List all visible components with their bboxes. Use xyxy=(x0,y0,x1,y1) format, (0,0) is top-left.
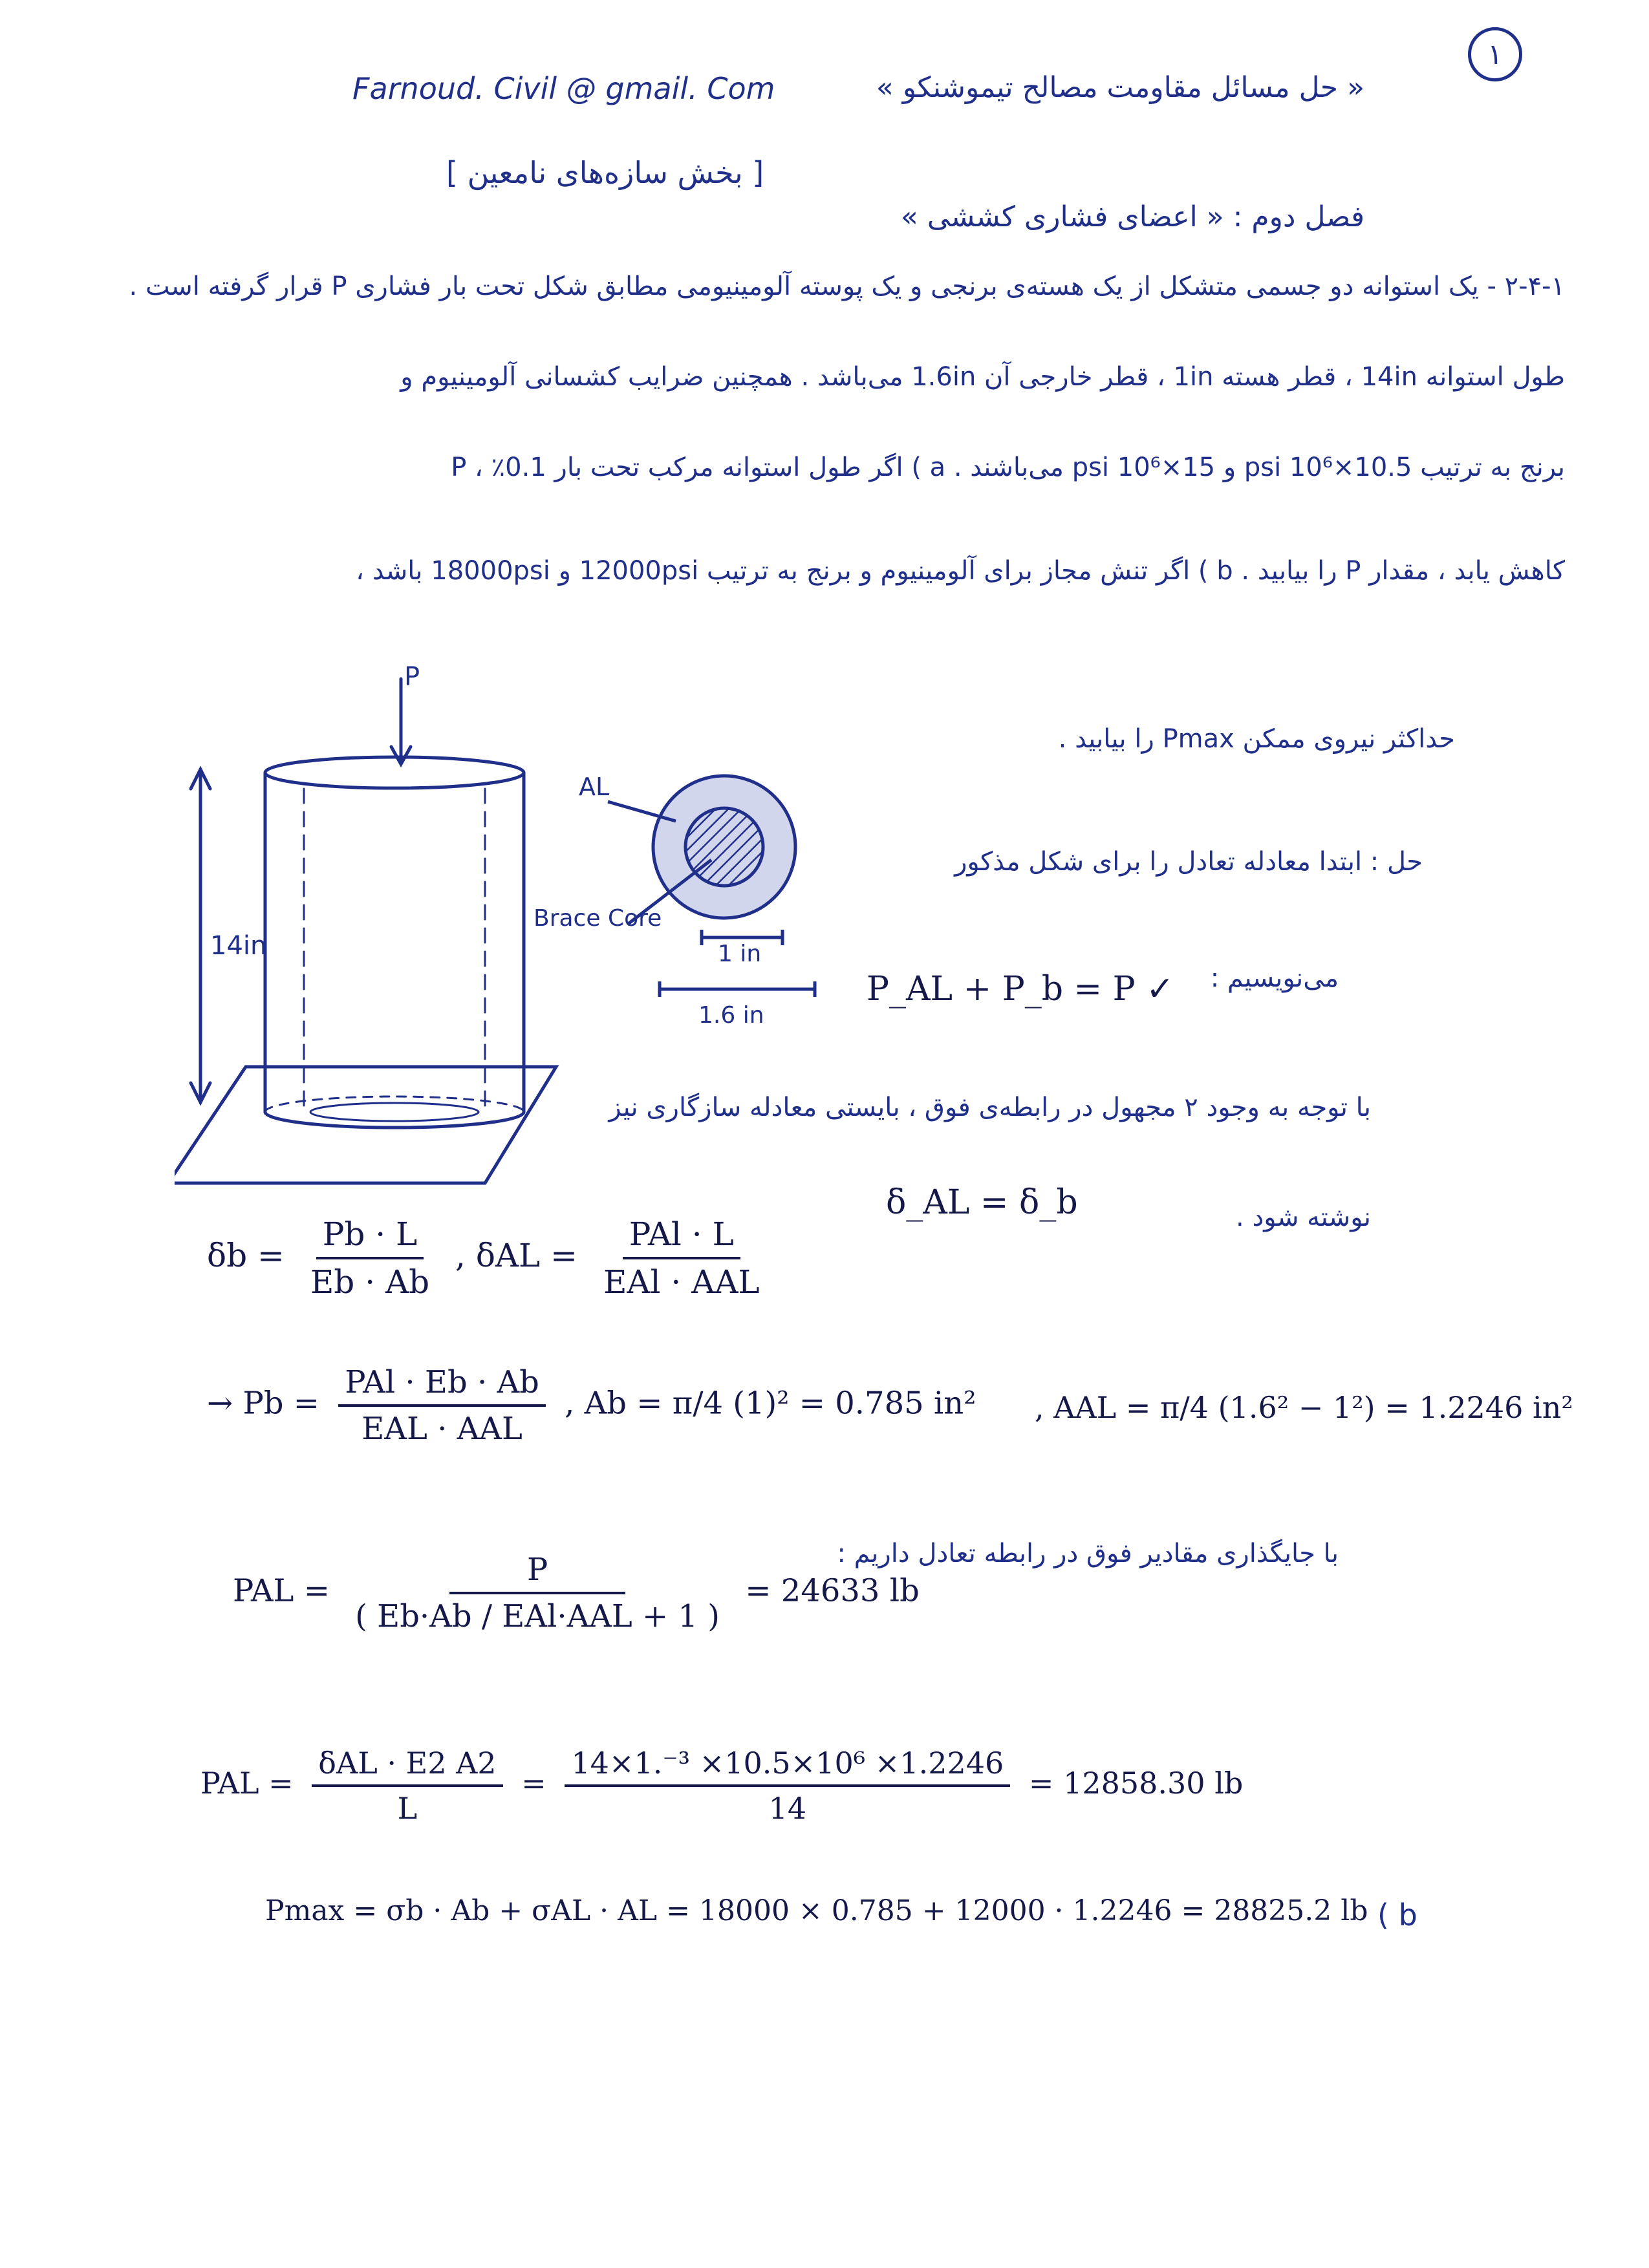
compatibility-equation: δ_AL = δ_b xyxy=(886,1183,1078,1222)
core-label: Brace Core xyxy=(534,905,662,932)
cylinder-bottom xyxy=(265,1112,524,1128)
pal-equation-1 xyxy=(233,1552,920,1634)
diameter-dimensions xyxy=(653,925,854,1015)
pal1-numerator: P xyxy=(449,1552,625,1594)
delta-al-denominator: EAl · AAL xyxy=(603,1263,760,1301)
delta-b-denominator: Eb · Ab xyxy=(310,1263,430,1301)
pb-fraction xyxy=(338,1364,546,1447)
pal-equation-2 xyxy=(200,1746,1243,1826)
pal2-values-denominator: 14 xyxy=(768,1791,807,1826)
pb-lhs: → Pb = xyxy=(207,1385,319,1422)
solution-write: می‌نویسیم : xyxy=(1210,963,1339,993)
problem-line-5: حداکثر نیروی ممکن Pmax را بیابید . xyxy=(1058,724,1455,754)
problem-line-4: کاهش یابد ، مقدار P را بیابید . b ) اگر تنش مجاز برای آلومینیوم و برنج به ترتیب 12000psi و 18000psi باشد ، xyxy=(356,556,1565,586)
delta-b-fraction xyxy=(304,1215,436,1301)
pal1-fraction xyxy=(349,1552,726,1634)
pal1-lhs: PAL = xyxy=(233,1572,330,1609)
delta-b-lhs: δb = xyxy=(207,1237,285,1274)
inner-diameter-label: 1 in xyxy=(718,941,762,967)
load-label: P xyxy=(404,666,420,692)
delta-al-numerator: PAl · L xyxy=(623,1215,740,1259)
pb-numerator: PAl · Eb · Ab xyxy=(338,1364,546,1407)
page-number: ۱ xyxy=(1468,27,1522,81)
solution-note-1: با توجه به وجود ۲ مجهول در رابطه‌ی فوق ، بایستی معادله سازگاری نیز xyxy=(609,1093,1371,1122)
author-email: Farnoud. Civil @ gmail. Com xyxy=(352,71,775,106)
outer-diameter-label: 1.6 in xyxy=(698,1002,764,1029)
length-label: 14in xyxy=(210,931,267,961)
cylinder-top xyxy=(265,757,524,788)
equilibrium-equation: P_AL + P_b = P ✓ xyxy=(867,970,1174,1009)
pal2-equals: = xyxy=(521,1766,546,1801)
book-title: « حل مسائل مقاومت مصالح تیموشنکو » xyxy=(876,71,1364,104)
solution-intro: حل : ابتدا معادله تعادل را برای شکل مذکور xyxy=(954,847,1423,877)
part-b-label: ( b xyxy=(1377,1898,1417,1932)
problem-line-1: ۲-۴-۱ - یک استوانه دو جسمی متشکل از یک هسته‌ی برنجی و یک پوسته آلومینیومی مطابق شکل تحت بار فشاری P قرار گرفته است . xyxy=(129,272,1565,301)
pal2-denominator: L xyxy=(397,1791,418,1826)
pal2-lhs: PAL = xyxy=(200,1766,294,1801)
brass-core xyxy=(685,808,763,886)
al-label: AL xyxy=(579,773,610,801)
substitution-note: با جایگذاری مقادیر فوق در رابطه تعادل داریم : xyxy=(837,1539,1339,1568)
delta-al-fraction xyxy=(597,1215,766,1301)
pal2-numerator: δAL · E2 A2 xyxy=(312,1746,502,1787)
pmax-equation: Pmax = σb · Ab + σAL · AL = 18000 × 0.785 + 12000 · 1.2246 = 28825.2 lb xyxy=(265,1894,1368,1927)
pal1-denominator: ( Eb·Ab / EAl·AAL + 1 ) xyxy=(355,1598,720,1634)
delta-b-numerator: Pb · L xyxy=(316,1215,424,1259)
deflection-equations xyxy=(207,1215,775,1301)
pb-denominator: EAL · AAL xyxy=(361,1411,523,1447)
pal1-result: = 24633 lb xyxy=(745,1572,920,1609)
base-plate xyxy=(175,1067,556,1183)
pal2-result: = 12858.30 lb xyxy=(1028,1766,1244,1801)
delta-al-lhs: , δAL = xyxy=(455,1237,578,1274)
length-dimension xyxy=(175,763,213,1112)
solution-note-2: نوشته شود . xyxy=(1236,1203,1371,1232)
problem-line-2: طول استوانه 14in ، قطر هسته 1in ، قطر خارجی آن 1.6in می‌باشد . همچنین ضرایب کشسانی آلومینیوم و xyxy=(400,362,1565,392)
section-title: [ بخش سازه‌های نامعین ] xyxy=(446,155,764,190)
pal2-fraction xyxy=(312,1746,502,1826)
aal-equation: , AAL = π/4 (1.6² − 1²) = 1.2246 in² xyxy=(1035,1390,1573,1425)
pb-equation-row xyxy=(207,1364,976,1447)
problem-line-3: برنج به ترتیب 10.5×10⁶ psi و 15×10⁶ psi می‌باشند . a ) اگر طول استوانه مرکب تحت بار P ، ٪0.1 xyxy=(451,453,1565,482)
chapter-title: فصل دوم : « اعضای فشاری کششی » xyxy=(900,200,1364,233)
pal2-values-numerator: 14×1.⁻³ ×10.5×10⁶ ×1.2246 xyxy=(565,1746,1010,1787)
pal2-values-fraction xyxy=(565,1746,1010,1826)
ab-equation: , Ab = π/4 (1)² = 0.785 in² xyxy=(565,1385,976,1422)
